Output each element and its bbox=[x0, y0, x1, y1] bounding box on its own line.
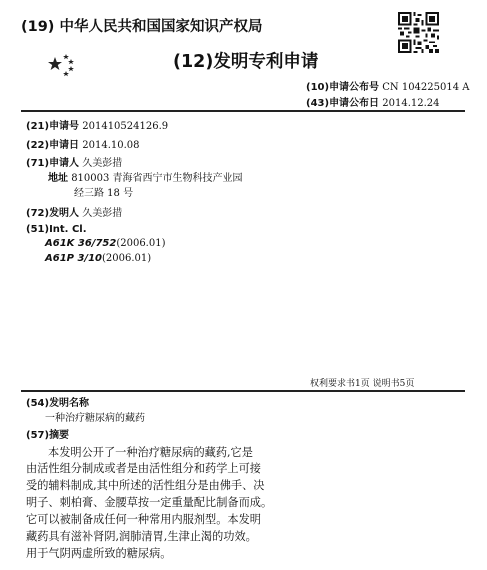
application-date-value: 2014.10.08 bbox=[82, 140, 140, 151]
inventor-value: 久美彭措 bbox=[82, 208, 123, 219]
int-cl-entry-1: A61K 36/752(2006.01) bbox=[45, 238, 166, 249]
abstract-line: 由活性组分制成或者是由活性组分和药学上可接 bbox=[26, 462, 261, 475]
abstract-line: 它可以被制备成任何一种常用内服剂型。本发明 bbox=[26, 513, 261, 526]
publication-date-label: 申请公布日 bbox=[329, 98, 380, 109]
header-rule bbox=[21, 110, 465, 112]
abstract-heading: (57)摘要 bbox=[26, 430, 70, 441]
doc-type-title: (12)发明专利申请 bbox=[173, 52, 319, 72]
address-line-2: 经三路 18 号 bbox=[74, 188, 134, 199]
abstract-line: 明子、刺柏膏、金腰草按一定重量配比制备而成。 bbox=[26, 496, 273, 509]
publication-number-label: 申请公布号 bbox=[329, 82, 380, 93]
inventor-row: (72)发明人 久美彭措 bbox=[26, 208, 123, 219]
abstract-line: 受的辅料制成,其中所述的活性组分是由佛手、决 bbox=[26, 479, 265, 492]
int-cl-entry-2: A61P 3/10(2006.01) bbox=[45, 253, 152, 264]
section-rule bbox=[21, 390, 465, 392]
publication-number-value: CN 104225014 A bbox=[382, 82, 470, 93]
address-row: 地址 810003 青海省西宁市生物科技产业园 bbox=[48, 173, 243, 184]
office-name: 中华人民共和国国家知识产权局 bbox=[59, 19, 263, 35]
publication-date-row: (43)申请公布日 2014.12.24 bbox=[306, 98, 440, 109]
publication-number-row: (10)申请公布号 CN 104225014 A bbox=[306, 82, 470, 93]
abstract-line: 本发明公开了一种治疗糖尿病的藏药,它是 bbox=[48, 446, 253, 459]
invention-title: 一种治疗糖尿病的藏药 bbox=[45, 413, 145, 424]
applicant-value: 久美彭措 bbox=[82, 158, 123, 169]
pages-info: 权利要求书1页 说明书5页 bbox=[310, 379, 415, 389]
office-header: (19) 中华人民共和国国家知识产权局 bbox=[21, 19, 263, 35]
application-number-value: 201410524126.9 bbox=[82, 121, 169, 132]
publication-date-value: 2014.12.24 bbox=[382, 98, 440, 109]
address-line-1: 810003 青海省西宁市生物科技产业园 bbox=[71, 173, 243, 184]
applicant-row: (71)申请人 久美彭措 bbox=[26, 158, 123, 169]
abstract-line: 用于气阴两虚所致的糖尿病。 bbox=[26, 547, 172, 560]
stars-emblem-icon bbox=[46, 53, 84, 83]
invention-title-row: (54)发明名称 bbox=[26, 398, 90, 409]
int-cl-row: (51)Int. Cl. bbox=[26, 224, 87, 235]
application-date-row: (22)申请日 2014.10.08 bbox=[26, 140, 140, 151]
abstract-line: 藏药具有滋补肾阴,润肺清胃,生津止渴的功效。 bbox=[26, 530, 257, 543]
qr-code-icon bbox=[398, 12, 439, 53]
application-number-row: (21)申请号 201410524126.9 bbox=[26, 121, 169, 132]
